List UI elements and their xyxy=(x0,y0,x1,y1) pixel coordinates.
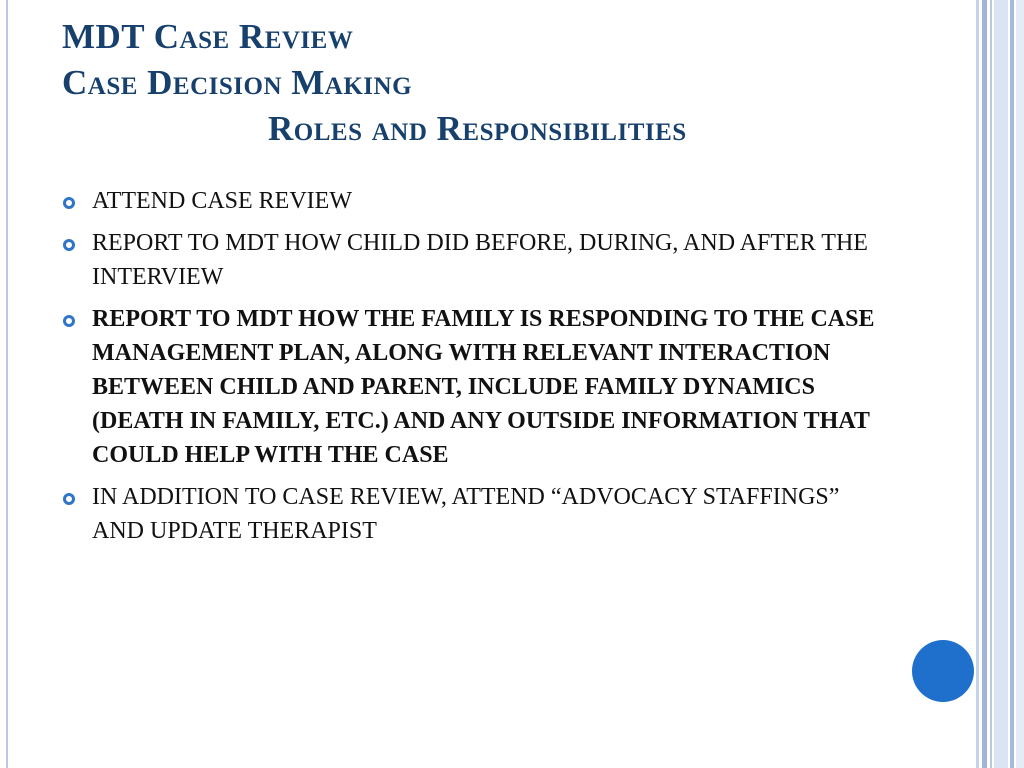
right-band-stripe xyxy=(990,0,992,768)
hollow-circle-bullet-icon xyxy=(63,197,75,209)
right-band-stripe xyxy=(982,0,987,768)
right-band-stripe xyxy=(976,0,979,768)
right-band-stripe xyxy=(994,0,1008,768)
bullet-text: REPORT TO MDT HOW CHILD DID BEFORE, DURING, AND AFTER THE INTERVIEW xyxy=(92,230,868,290)
blue-circle-icon xyxy=(912,640,974,702)
hollow-circle-bullet-icon xyxy=(63,493,75,505)
title-line-3: Roles and Responsibilities xyxy=(268,109,687,148)
hollow-circle-bullet-icon xyxy=(63,315,75,327)
bullet-item-2 xyxy=(62,226,892,294)
bullet-text: ATTEND CASE REVIEW xyxy=(92,188,352,214)
right-decorative-band xyxy=(976,0,1024,768)
bullet-text: IN ADDITION TO CASE REVIEW, ATTEND “ADVOCACY STAFFINGS” AND UPDATE THERAPIST xyxy=(92,484,840,544)
bullet-item-1 xyxy=(62,184,892,218)
bullet-list xyxy=(62,184,892,556)
right-band-stripe xyxy=(1010,0,1014,768)
bullet-item-3 xyxy=(62,302,892,472)
slide-title xyxy=(62,14,962,152)
right-band-stripe xyxy=(1016,0,1024,768)
left-border-line xyxy=(6,0,8,768)
hollow-circle-bullet-icon xyxy=(63,239,75,251)
bullet-item-4 xyxy=(62,480,892,548)
title-line-1: MDT Case Review xyxy=(62,17,354,56)
bullet-text: REPORT TO MDT HOW THE FAMILY IS RESPONDING TO THE CASE MANAGEMENT PLAN, ALONG WITH RELEVANT INTERACTION BETWEEN CHILD AND PARENT, INCLUDE FAMILY DYNAMICS (DEATH IN FAMILY, ETC.) AND ANY OUTSIDE INFORMATION THAT COULD HELP WITH THE CASE xyxy=(92,306,875,468)
title-line-2: Case Decision Making xyxy=(62,63,413,102)
